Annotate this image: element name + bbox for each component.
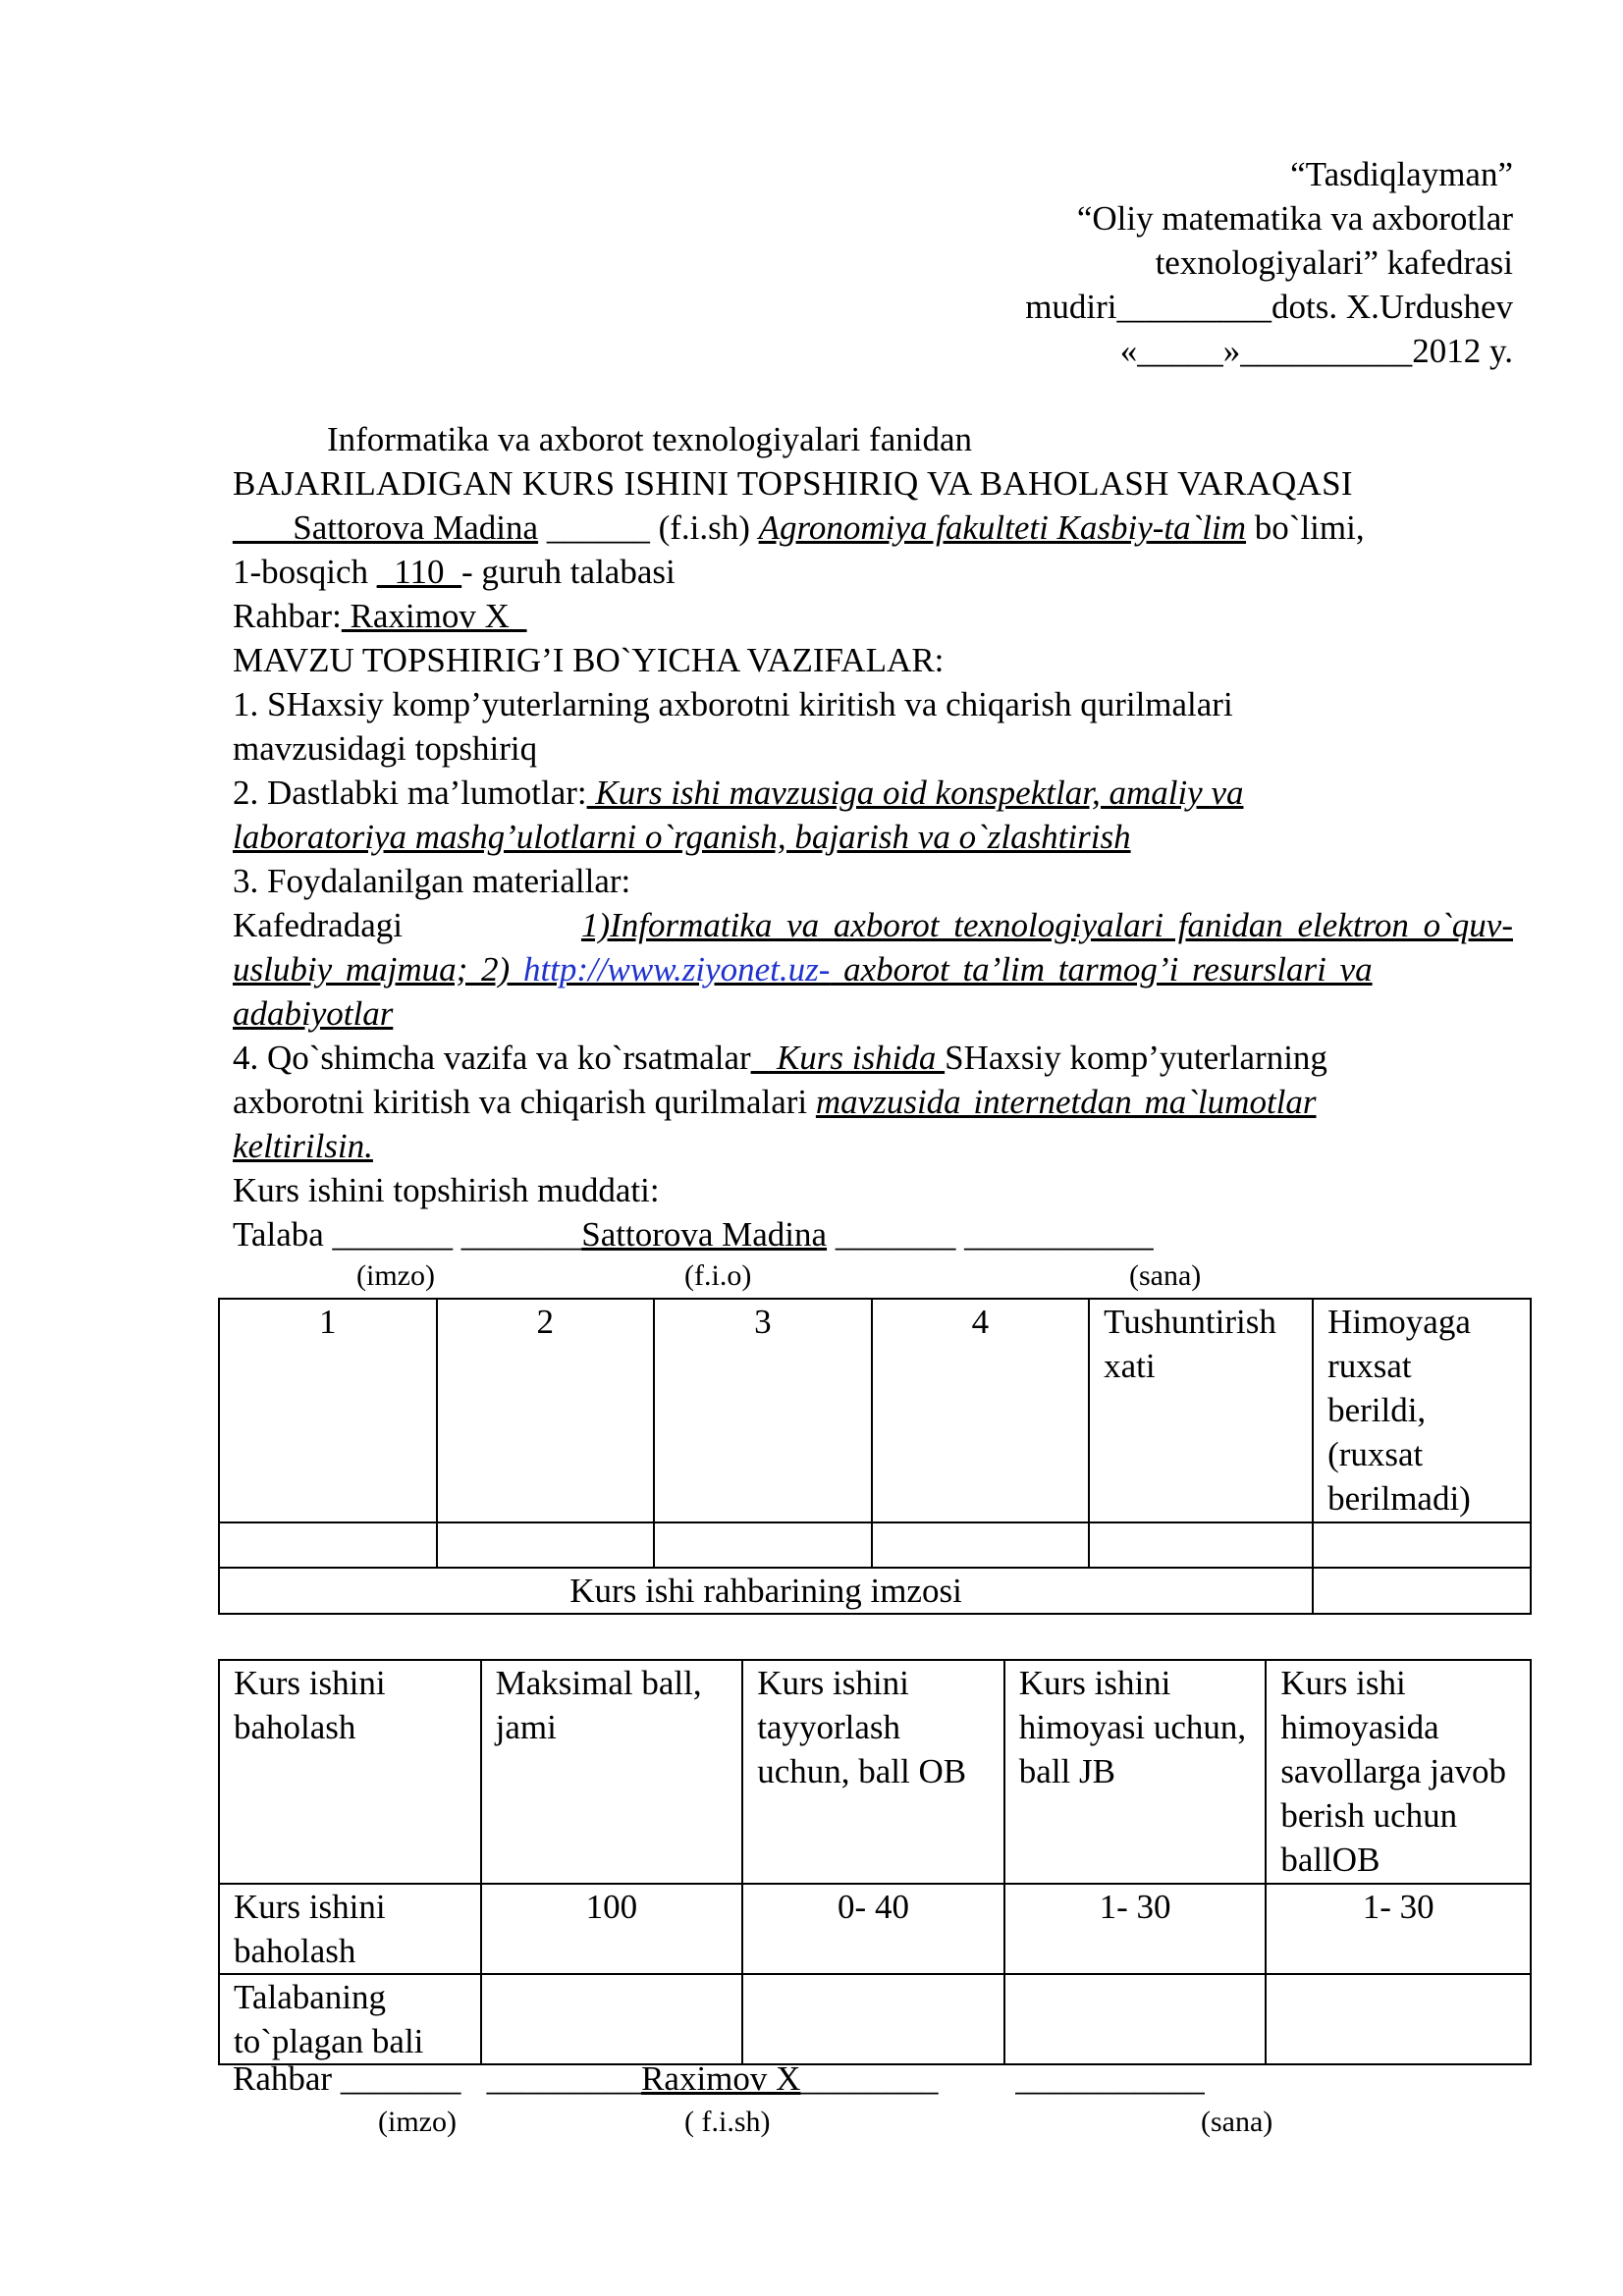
- evaluation-table-1: [218, 1298, 1532, 1615]
- approval-name: dots. X.Urdushev: [1271, 288, 1513, 326]
- group-suffix: - guruh talabasi: [461, 553, 676, 591]
- supervisor-line: [233, 594, 526, 638]
- task-4-text-a: axborotni kiritish va chiqarish qurilmalari: [233, 1083, 816, 1121]
- blank: ______: [538, 508, 650, 547]
- approval-role: mudiri: [1025, 288, 1117, 326]
- approval-line-5: [826, 329, 1513, 373]
- task-4-label: 4. Qo`shimcha vazifa va ko`rsatmalar: [233, 1039, 751, 1077]
- row-label: Talabaning to`plagan bali: [219, 1974, 481, 2064]
- task-4-text-b: mavzusida internetdan ma`lumotlar: [815, 1083, 1317, 1121]
- table-cell: [481, 1974, 743, 2064]
- caption-sign: (imzo): [378, 2106, 457, 2138]
- task-2-text: Kurs ishi mavzusiga oid konspektlar, amaliy va: [586, 774, 1244, 812]
- table-row: [219, 1299, 1531, 1522]
- table-cell: [654, 1522, 872, 1568]
- tasks-heading: MAVZU TOPSHIRIG’I BO`YICHA VAZIFALAR:: [233, 641, 945, 679]
- quote-open: «: [1119, 332, 1138, 370]
- caption-sign: (imzo): [356, 1259, 435, 1292]
- course-label: 1-bosqich: [233, 553, 377, 591]
- month-blank: __________: [1240, 332, 1413, 370]
- blank: _______: [835, 1215, 956, 1254]
- task-4-text: Kurs ishida: [768, 1039, 946, 1077]
- blank: _: [750, 1039, 769, 1077]
- task-3-line-3: adabiyotlar: [233, 994, 394, 1033]
- material-2-prefix: uslubiy majmua; 2): [233, 950, 523, 988]
- caption-date: (sana): [1129, 1259, 1202, 1292]
- blank: ________: [800, 2059, 939, 2098]
- student-label: Talaba: [233, 1215, 333, 1254]
- approval-line-4: [826, 285, 1513, 329]
- student-name: Sattorova Madina: [284, 508, 539, 547]
- table-cell: [219, 1522, 437, 1568]
- row-label: Kurs ishini baholash: [219, 1884, 481, 1974]
- table-header-cell: Kurs ishi himoyasida savollarga javob berish uchun ballOB: [1266, 1660, 1531, 1884]
- signature-blank: _______: [340, 2059, 461, 2098]
- approval-year: 2012 y.: [1412, 332, 1513, 370]
- blank: ___: [233, 508, 285, 547]
- caption-name: (f.i.o): [684, 1259, 752, 1292]
- approval-signature-blank: _________: [1116, 288, 1272, 326]
- task-2-line-2: laboratoriya mashg’ulotlarni o`rganish, bajarish va o`zlashtirish: [233, 818, 1131, 856]
- evaluation-table-2: [218, 1659, 1532, 2065]
- supervisor-sign-name: Raximov X: [641, 2059, 801, 2098]
- table-header-cell: Kurs ishini baholash: [219, 1660, 481, 1884]
- material-1: 1)Informatika va axborot texnologiyalari fanidan elektron o`quv-: [580, 906, 1513, 944]
- table-header-cell: 4: [872, 1299, 1090, 1522]
- signature-blank: _______: [332, 1215, 454, 1254]
- table-cell: 0- 40: [742, 1884, 1004, 1974]
- quote-close: »: [1222, 332, 1241, 370]
- group-line: [233, 550, 676, 594]
- table-row: [219, 1568, 1531, 1614]
- table-cell: 1- 30: [1004, 1884, 1267, 1974]
- task-3-line-2: [233, 947, 1373, 991]
- task-4-line-1: [233, 1036, 1327, 1080]
- table-header-cell: Kurs ishini himoyasi uchun, ball JB: [1004, 1660, 1267, 1884]
- dept-suffix: bo`limi,: [1246, 508, 1365, 547]
- student-sign-name: Sattorova Madina: [581, 1215, 828, 1254]
- caption-date: (sana): [1201, 2106, 1273, 2138]
- task-4-line-2: [233, 1080, 1317, 1124]
- approval-block: [826, 152, 1513, 373]
- student-line: [233, 506, 1365, 550]
- group-number: _110_: [376, 553, 461, 591]
- table-header-cell: Maksimal ball, jami: [481, 1660, 743, 1884]
- faculty-name: Agronomiya fakulteti Kasbiy-ta`lim: [758, 508, 1247, 547]
- task-1-line-2: mavzusidagi topshiriq: [233, 729, 538, 768]
- table-header-cell: 3: [654, 1299, 872, 1522]
- blank: _________: [486, 2059, 642, 2098]
- approval-line-2: “Oliy matematika va axborotlar: [1076, 199, 1513, 238]
- table-header-cell: Himoyaga ruxsat berildi, (ruxsat berilmadi): [1313, 1299, 1531, 1522]
- supervisor-name: Raximov X_: [341, 597, 527, 635]
- table-cell: [1266, 1974, 1531, 2064]
- supervisor-sign-label: Rahbar: [233, 2059, 341, 2098]
- task-2-label: 2. Dastlabki ma’lumotlar:: [233, 774, 587, 812]
- ziyonet-link[interactable]: http://www.ziyonet.uz-: [522, 950, 831, 988]
- table-row: [219, 1884, 1531, 1974]
- table-cell: [1313, 1522, 1531, 1568]
- task-1-line-1: 1. SHaxsiy komp’yuterlarning axborotni kiritish va chiqarish qurilmalari: [233, 685, 1233, 723]
- approval-line-3: texnologiyalari” kafedrasi: [1155, 243, 1513, 282]
- table-cell: [742, 1974, 1004, 2064]
- date-blank: ___________: [1015, 2059, 1205, 2098]
- task-3-label: 3. Foydalanilgan materiallar:: [233, 862, 631, 900]
- task-4-line-3: keltirilsin.: [233, 1127, 373, 1165]
- table-header-cell: Tushuntirish xati: [1089, 1299, 1313, 1522]
- document-title: BAJARILADIGAN KURS ISHINI TOPSHIRIQ VA BAHOLASH VARAQASI: [233, 464, 1353, 503]
- supervisor-signature-line: [233, 2056, 1205, 2101]
- department-prefix: Kafedradagi: [233, 906, 403, 944]
- table-row: [219, 1974, 1531, 2064]
- table-cell: [1004, 1974, 1267, 2064]
- blank: _______: [460, 1215, 582, 1254]
- table-cell: 1- 30: [1266, 1884, 1531, 1974]
- date-blank: ___________: [964, 1215, 1154, 1254]
- table-cell: [872, 1522, 1090, 1568]
- material-2-text: axborot ta’lim tarmog’i resurslari va: [830, 950, 1373, 988]
- table-cell: [1089, 1522, 1313, 1568]
- table-header-cell: 1: [219, 1299, 437, 1522]
- table-row: [219, 1660, 1531, 1884]
- table-cell: [437, 1522, 655, 1568]
- deadline-line: Kurs ishini topshirish muddati:: [233, 1171, 660, 1209]
- task-4-text-rest: SHaxsiy komp’yuterlarning: [945, 1039, 1327, 1077]
- subject-line: Informatika va axborot texnologiyalari fanidan: [327, 420, 972, 458]
- supervisor-label: Rahbar:: [233, 597, 342, 635]
- table-row: [219, 1522, 1531, 1568]
- task-3-line-1: [233, 903, 1513, 947]
- table-header-cell: 2: [437, 1299, 655, 1522]
- table-header-cell: Kurs ishini tayyorlash uchun, ball OB: [742, 1660, 1004, 1884]
- fish-label: (f.i.sh): [649, 508, 759, 547]
- caption-name: ( f.i.sh): [684, 2106, 771, 2138]
- task-2-line-1: [233, 771, 1244, 815]
- supervisor-signature-label: Kurs ishi rahbarining imzosi: [219, 1568, 1313, 1614]
- table-cell: [1313, 1568, 1531, 1614]
- student-signature-line: [233, 1212, 1154, 1256]
- day-blank: _____: [1137, 332, 1223, 370]
- table-cell: 100: [481, 1884, 743, 1974]
- approval-line-1: “Tasdiqlayman”: [1290, 155, 1513, 193]
